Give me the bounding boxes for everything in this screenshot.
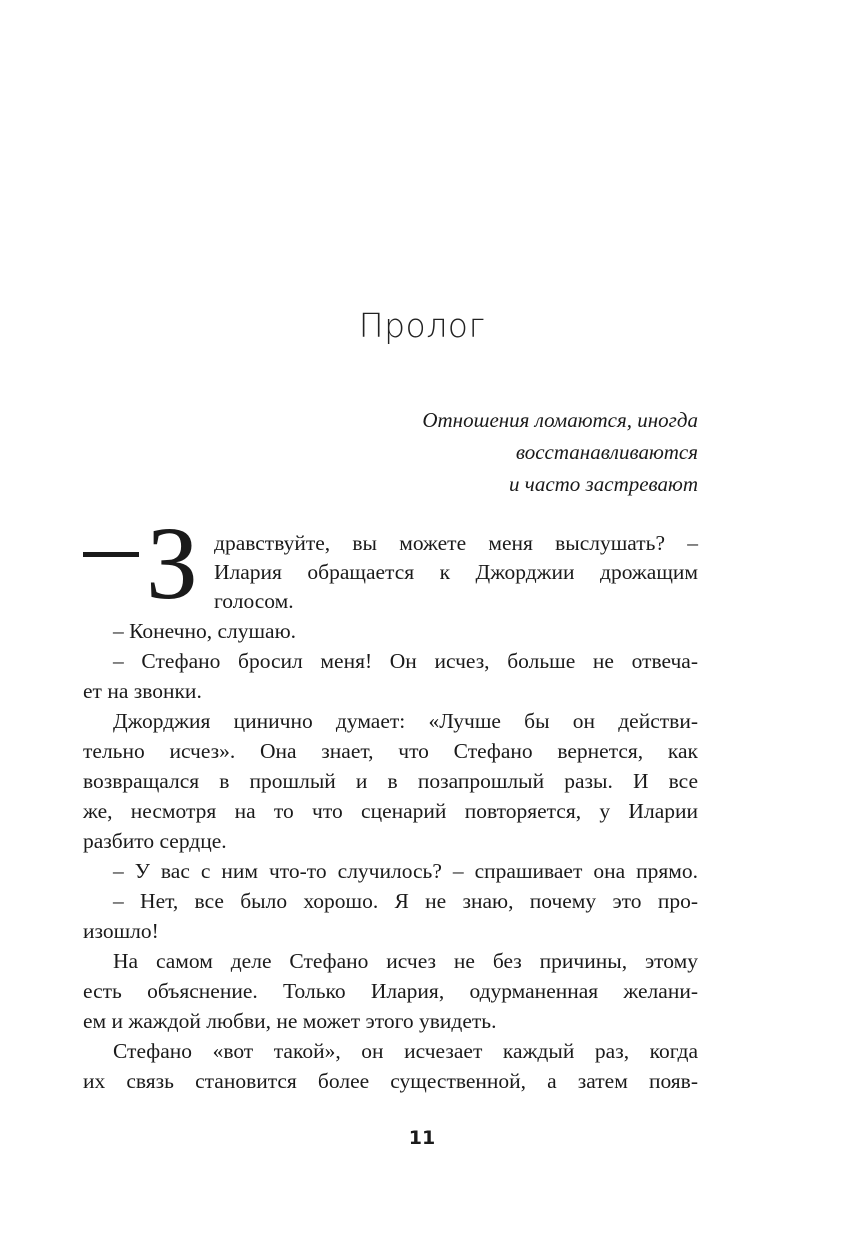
paragraph-line: их связь становится более существенной, а затем появ- [83, 1069, 698, 1093]
epigraph [422, 404, 698, 500]
paragraph-line: ем и жаждой любви, не может этого увидеть. [83, 1009, 497, 1033]
paragraph-line: тельно исчез». Она знает, что Стефано вернется, как [83, 739, 698, 763]
drop-cap-letter: З [146, 506, 199, 621]
paragraph-line: изошло! [83, 919, 159, 943]
paragraph-line: – У вас с ним что-то случилось? – спрашивает она прямо. [113, 859, 698, 883]
chapter-title: Пролог [358, 306, 486, 345]
paragraph-line: разбито сердце. [83, 829, 227, 853]
paragraph-line: ет на звонки. [83, 679, 202, 703]
paragraph-line: Стефано «вот такой», он исчезает каждый раз, когда [113, 1039, 698, 1063]
paragraph-line: Илария обращается к Джорджии дрожащим [214, 560, 698, 584]
paragraph-line: есть объяснение. Только Илария, одурманенная желани- [83, 979, 698, 1003]
paragraph-line: голосом. [214, 589, 294, 613]
paragraph-line: На самом деле Стефано исчез не без причины, этому [113, 949, 698, 973]
paragraph-line: Джорджия цинично думает: «Лучше бы он действи- [113, 709, 698, 733]
drop-cap-dash [83, 552, 139, 557]
page-number: 11 [408, 1127, 436, 1149]
epigraph-line: и часто застревают [509, 472, 698, 496]
epigraph-line: Отношения ломаются, иногда [422, 408, 698, 432]
paragraph-line: – Нет, все было хорошо. Я не знаю, почему это про- [113, 889, 698, 913]
paragraph-line: дравствуйте, вы можете меня выслушать? – [214, 531, 698, 555]
paragraph-line: – Стефано бросил меня! Он исчез, больше не отвеча- [113, 649, 698, 673]
epigraph-line: восстанавливаются [515, 440, 698, 464]
paragraph-line: – Конечно, слушаю. [113, 619, 297, 643]
paragraph-line: возвращался в прошлый и в позапрошлый разы. И все [83, 769, 698, 793]
paragraph-line: же, несмотря на то что сценарий повторяется, у Иларии [83, 799, 698, 823]
